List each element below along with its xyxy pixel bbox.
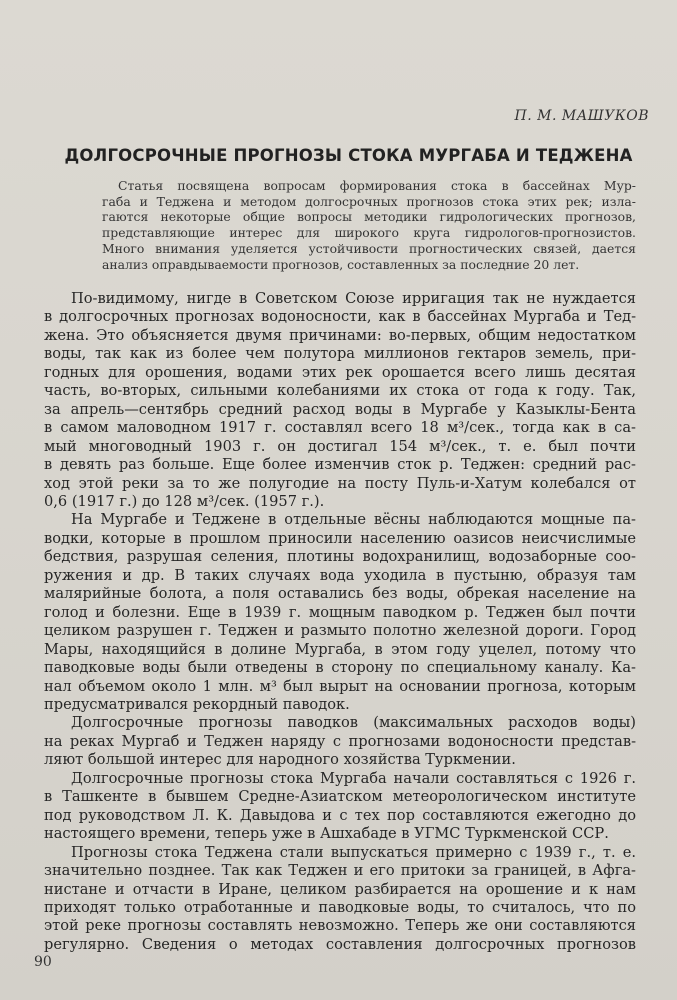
- body-line: в Ташкенте в бывшем Средне-Азиатском метеорологическом институте: [44, 788, 636, 806]
- body-line: бедствия, разрушая селения, плотины водохранилищ, водозаборные соо-: [44, 548, 636, 566]
- body-line: ляют большой интерес для народного хозяйства Туркмении.: [44, 751, 516, 769]
- body-line: в девять раз больше. Еще более изменчив сток р. Теджен: средний рас-: [44, 456, 636, 474]
- body-line: На Мургабе и Теджене в отдельные вёсны наблюдаются мощные па-: [71, 511, 636, 529]
- body-line: Прогнозы стока Теджена стали выпускаться примерно с 1939 г., т. е.: [71, 843, 636, 861]
- body-line: водки, которые в прошлом приносили населению оазисов неисчислимые: [44, 529, 636, 547]
- body-line: под руководством Л. К. Давыдова и с тех пор составляются ежегодно до: [44, 806, 636, 824]
- body-line: настоящего времени, теперь уже в Ашхабаде в УГМС Туркменской ССР.: [44, 825, 609, 843]
- body-line: в долгосрочных прогнозах водоносности, как в бассейнах Мургаба и Тед-: [44, 308, 636, 326]
- body-line: 0,6 (1917 г.) до 128 м³/сек. (1957 г.).: [44, 492, 325, 510]
- body-line: целиком разрушен г. Теджен и размыто полотно железной дороги. Город: [44, 622, 636, 640]
- body-line: Долгосрочные прогнозы паводков (максимальных расходов воды): [71, 714, 636, 732]
- abstract-line: анализ оправдываемости прогнозов, составленных за последние 20 лет.: [102, 256, 580, 272]
- body-line: приходят только отработанные и паводковые воды, то считалось, что по: [44, 898, 636, 916]
- abstract-line: Много внимания уделяется устойчивости прогностических связей, дается: [102, 240, 636, 256]
- article-title: ДОЛГОСРОЧНЫЕ ПРОГНОЗЫ СТОКА МУРГАБА И ТЕДЖЕНА: [64, 146, 633, 165]
- body-line: за апрель—сентябрь средний расход воды в Мургабе у Казыклы-Бента: [44, 400, 636, 418]
- body-line: По-видимому, нигде в Советском Союзе ирригация так не нуждается: [71, 290, 636, 307]
- body-line: часть, во-вторых, сильными колебаниями их стока от года к году. Так,: [44, 382, 636, 400]
- body-line: в самом маловодном 1917 г. составлял всего 18 м³/сек., тогда как в са-: [44, 419, 636, 437]
- body-line: ход этой реки за то же полугодие на посту Пуль-и-Хатум колебался от: [44, 474, 636, 492]
- body-line: воды, так как из более чем полутора миллионов гектаров земель, при-: [44, 345, 636, 363]
- body-line: предусматривался рекордный паводок.: [44, 695, 350, 713]
- body-line: нистане и отчасти в Иране, целиком разбирается на орошение и к нам: [44, 880, 636, 898]
- article-body: [44, 290, 636, 954]
- body-line: этой реке прогнозы составлять невозможно. Теперь же они составляются: [44, 917, 636, 935]
- body-line: малярийные болота, а поля оставались без воды, обрекая население на: [44, 585, 636, 603]
- author-name: П. М. МАШУКОВ: [514, 108, 649, 124]
- body-line: жена. Это объясняется двумя причинами: во-первых, общим недостатком: [44, 326, 636, 344]
- body-line: нал объемом около 1 млн. м³ был вырыт на основании прогноза, которым: [44, 677, 636, 695]
- abstract-line: Статья посвящена вопросам формирования стока в бассейнах Мур-: [118, 178, 636, 193]
- body-line: на реках Мургаб и Теджен наряду с прогнозами водоносности представ-: [44, 732, 636, 750]
- abstract-line: гаются некоторые общие вопросы методики гидрологических прогнозов,: [102, 209, 636, 225]
- body-line: значительно позднее. Так как Теджен и его притоки за границей, в Афга-: [44, 862, 636, 880]
- page-number: 90: [34, 954, 52, 970]
- body-line: годных для орошения, водами этих рек орошается всего лишь десятая: [44, 363, 636, 381]
- body-line: регулярно. Сведения о методах составления долгосрочных прогнозов: [44, 935, 636, 953]
- body-line: Долгосрочные прогнозы стока Мургаба начали составляться с 1926 г.: [71, 769, 636, 787]
- body-line: мый многоводный 1903 г. он достигал 154 м³/сек., т. е. был почти: [44, 437, 636, 455]
- body-line: ружения и др. В таких случаях вода уходила в пустыню, образуя там: [44, 566, 636, 584]
- abstract-line: габа и Теджена и методом долгосрочных прогнозов стока этих рек; изла-: [102, 193, 636, 209]
- body-line: паводковые воды были отведены в сторону по специальному каналу. Ка-: [44, 659, 636, 677]
- abstract-line: представляющие интерес для широкого круга гидрологов-прогнозистов.: [102, 225, 636, 241]
- body-line: Мары, находящийся в долине Мургаба, в этом году уцелел, потому что: [44, 640, 636, 658]
- abstract: [102, 178, 636, 272]
- body-line: голод и болезни. Еще в 1939 г. мощным паводком р. Теджен был почти: [44, 603, 636, 621]
